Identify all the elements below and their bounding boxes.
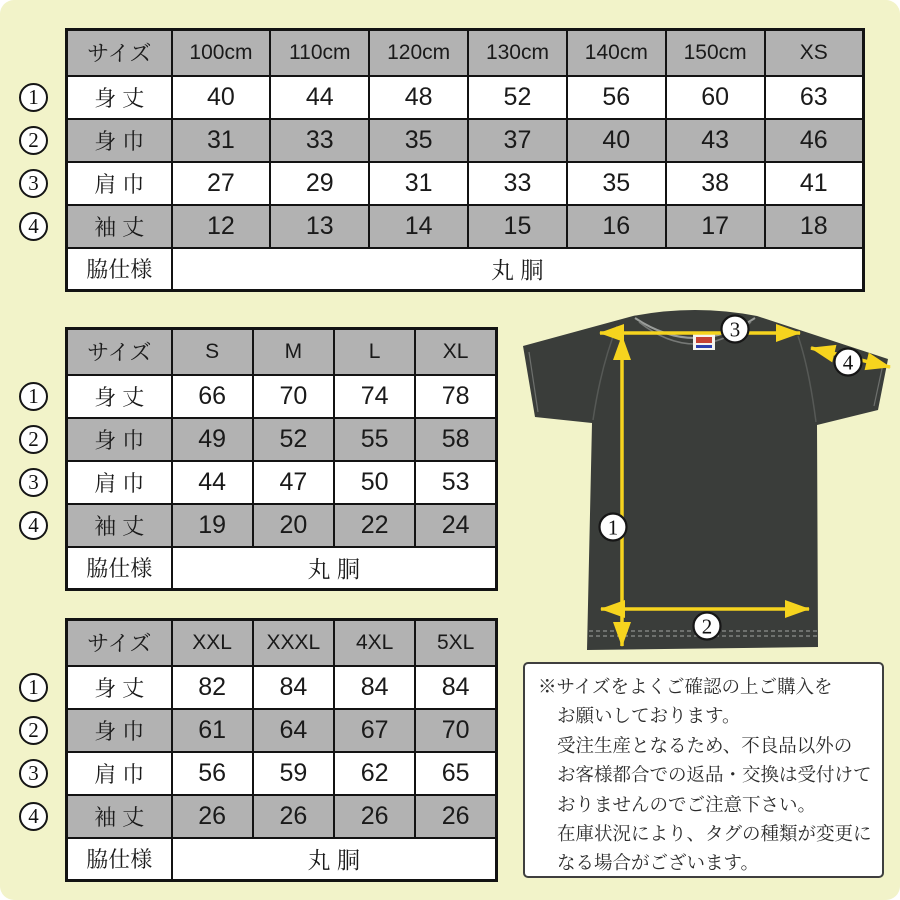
measurement-cell: 35 xyxy=(567,162,666,205)
footer-value-cell: 丸 胴 xyxy=(172,547,497,590)
note-line: おりませんのでご注意下さい。 xyxy=(557,793,817,815)
footer-label-cell: 脇仕様 xyxy=(67,248,172,291)
diagram-marker-4 xyxy=(835,349,862,376)
row-label-cell: 袖 丈 xyxy=(67,205,172,248)
size-table-big xyxy=(65,618,498,882)
measurement-cell: 24 xyxy=(415,504,496,547)
size-header-cell: サイズ xyxy=(67,329,172,375)
size-table-adult xyxy=(65,327,498,591)
column-header-cell: S xyxy=(172,329,253,375)
measurement-cell: 26 xyxy=(253,795,334,838)
row-marker-badge: 3 xyxy=(19,169,48,198)
measurement-cell: 82 xyxy=(172,666,253,709)
column-header-cell: XL xyxy=(415,329,496,375)
row-marker-badge: 4 xyxy=(19,212,48,241)
measurement-cell: 40 xyxy=(567,119,666,162)
measurement-cell: 26 xyxy=(415,795,496,838)
size-header-cell: サイズ xyxy=(67,620,172,666)
footer-label-cell: 脇仕様 xyxy=(67,547,172,590)
column-header-cell: XXXL xyxy=(253,620,334,666)
table-row xyxy=(67,709,497,752)
measurement-cell: 44 xyxy=(172,461,253,504)
row-label-cell: 身 丈 xyxy=(67,375,172,418)
row-label-cell: 肩 巾 xyxy=(67,752,172,795)
column-header-cell: M xyxy=(253,329,334,375)
row-label-cell: 身 丈 xyxy=(67,666,172,709)
footer-value-cell: 丸 胴 xyxy=(172,838,497,881)
table-row xyxy=(67,76,864,119)
column-header-cell: 140cm xyxy=(567,30,666,76)
column-header-cell: 100cm xyxy=(172,30,271,76)
column-header-cell: 150cm xyxy=(666,30,765,76)
row-marker-badge: 3 xyxy=(19,468,48,497)
table-row xyxy=(67,461,497,504)
header-row xyxy=(67,30,864,76)
column-header-cell: 130cm xyxy=(468,30,567,76)
measurement-cell: 84 xyxy=(253,666,334,709)
diagram-marker-2 xyxy=(694,613,721,640)
tshirt-measurement-diagram xyxy=(505,300,900,655)
row-marker-badge: 1 xyxy=(19,83,48,112)
measurement-cell: 15 xyxy=(468,205,567,248)
measurement-cell: 12 xyxy=(172,205,271,248)
row-label-cell: 身 巾 xyxy=(67,418,172,461)
measurement-cell: 17 xyxy=(666,205,765,248)
measurement-cell: 43 xyxy=(666,119,765,162)
row-marker-badge: 3 xyxy=(19,759,48,788)
measurement-cell: 49 xyxy=(172,418,253,461)
row-label-cell: 身 丈 xyxy=(67,76,172,119)
measurement-cell: 48 xyxy=(369,76,468,119)
measurement-cell: 52 xyxy=(253,418,334,461)
svg-text:2: 2 xyxy=(701,614,713,639)
measurement-cell: 58 xyxy=(415,418,496,461)
note-line: 在庫状況により、タグの種類が変更に xyxy=(557,823,872,845)
size-table xyxy=(65,327,498,591)
svg-text:1: 1 xyxy=(607,515,619,540)
row-label-cell: 肩 巾 xyxy=(67,461,172,504)
table-row xyxy=(67,119,864,162)
measurement-cell: 56 xyxy=(172,752,253,795)
measurement-cell: 66 xyxy=(172,375,253,418)
header-row xyxy=(67,620,497,666)
measurement-cell: 60 xyxy=(666,76,765,119)
row-label-cell: 身 巾 xyxy=(67,119,172,162)
row-marker-badge: 1 xyxy=(19,673,48,702)
row-marker-badge: 1 xyxy=(19,382,48,411)
brand-tag xyxy=(693,334,715,350)
measurement-cell: 78 xyxy=(415,375,496,418)
measurement-cell: 67 xyxy=(334,709,415,752)
row-label-cell: 袖 丈 xyxy=(67,504,172,547)
measurement-cell: 33 xyxy=(270,119,369,162)
table-row xyxy=(67,504,497,547)
measurement-cell: 70 xyxy=(253,375,334,418)
column-header-cell: 110cm xyxy=(270,30,369,76)
measurement-cell: 47 xyxy=(253,461,334,504)
measurement-cell: 37 xyxy=(468,119,567,162)
measurement-cell: 65 xyxy=(415,752,496,795)
row-marker-badge: 2 xyxy=(19,126,48,155)
column-header-cell: L xyxy=(334,329,415,375)
measurement-cell: 19 xyxy=(172,504,253,547)
column-header-cell: XXL xyxy=(172,620,253,666)
measurement-cell: 56 xyxy=(567,76,666,119)
measurement-cell: 18 xyxy=(765,205,864,248)
note-line: ※サイズをよくご確認の上ご購入を xyxy=(538,676,833,697)
note-line: 受注生産となるため、不良品以外の xyxy=(557,734,853,756)
footer-value-cell: 丸 胴 xyxy=(172,248,864,291)
column-header-cell: 120cm xyxy=(369,30,468,76)
row-label-cell: 身 巾 xyxy=(67,709,172,752)
size-table xyxy=(65,618,498,882)
measurement-cell: 50 xyxy=(334,461,415,504)
measurement-cell: 38 xyxy=(666,162,765,205)
measurement-cell: 40 xyxy=(172,76,271,119)
size-table-kids xyxy=(65,28,865,292)
measurement-cell: 35 xyxy=(369,119,468,162)
column-header-cell: 4XL xyxy=(334,620,415,666)
row-marker-badge: 4 xyxy=(19,511,48,540)
footer-row xyxy=(67,838,497,881)
measurement-cell: 55 xyxy=(334,418,415,461)
measurement-cell: 52 xyxy=(468,76,567,119)
measurement-cell: 61 xyxy=(172,709,253,752)
footer-row xyxy=(67,547,497,590)
table-row xyxy=(67,205,864,248)
diagram-marker-3 xyxy=(722,316,749,343)
note-line: なる場合がございます。 xyxy=(557,852,760,874)
table-row xyxy=(67,375,497,418)
column-header-cell: XS xyxy=(765,30,864,76)
table-row xyxy=(67,666,497,709)
table-row xyxy=(67,418,497,461)
table-row xyxy=(67,162,864,205)
measurement-cell: 14 xyxy=(369,205,468,248)
footer-row xyxy=(67,248,864,291)
measurement-cell: 31 xyxy=(172,119,271,162)
measurement-cell: 84 xyxy=(415,666,496,709)
measurement-cell: 33 xyxy=(468,162,567,205)
measurement-cell: 41 xyxy=(765,162,864,205)
measurement-cell: 26 xyxy=(334,795,415,838)
size-header-cell: サイズ xyxy=(67,30,172,76)
measurement-cell: 63 xyxy=(765,76,864,119)
table-row xyxy=(67,795,497,838)
measurement-cell: 31 xyxy=(369,162,468,205)
svg-text:3: 3 xyxy=(729,317,741,342)
measurement-cell: 20 xyxy=(253,504,334,547)
row-label-cell: 肩 巾 xyxy=(67,162,172,205)
measurement-cell: 16 xyxy=(567,205,666,248)
diagram-marker-1 xyxy=(600,514,627,541)
measurement-cell: 84 xyxy=(334,666,415,709)
row-label-cell: 袖 丈 xyxy=(67,795,172,838)
purchase-note-box xyxy=(523,662,884,878)
measurement-cell: 53 xyxy=(415,461,496,504)
note-line: お客様都合での返品・交換は受付けて xyxy=(557,764,872,786)
measurement-cell: 13 xyxy=(270,205,369,248)
table-row xyxy=(67,752,497,795)
row-marker-badge: 4 xyxy=(19,802,48,831)
tshirt-illustration xyxy=(523,310,888,650)
measurement-cell: 74 xyxy=(334,375,415,418)
measurement-cell: 64 xyxy=(253,709,334,752)
measurement-cell: 44 xyxy=(270,76,369,119)
measurement-cell: 29 xyxy=(270,162,369,205)
header-row xyxy=(67,329,497,375)
size-table xyxy=(65,28,865,292)
measurement-cell: 59 xyxy=(253,752,334,795)
row-marker-badge: 2 xyxy=(19,716,48,745)
measurement-cell: 22 xyxy=(334,504,415,547)
measurement-cell: 62 xyxy=(334,752,415,795)
note-line: お願いしております。 xyxy=(557,705,741,727)
measurement-cell: 26 xyxy=(172,795,253,838)
measurement-cell: 46 xyxy=(765,119,864,162)
measurement-cell: 27 xyxy=(172,162,271,205)
footer-label-cell: 脇仕様 xyxy=(67,838,172,881)
svg-text:4: 4 xyxy=(842,350,854,375)
column-header-cell: 5XL xyxy=(415,620,496,666)
measurement-cell: 70 xyxy=(415,709,496,752)
row-marker-badge: 2 xyxy=(19,425,48,454)
